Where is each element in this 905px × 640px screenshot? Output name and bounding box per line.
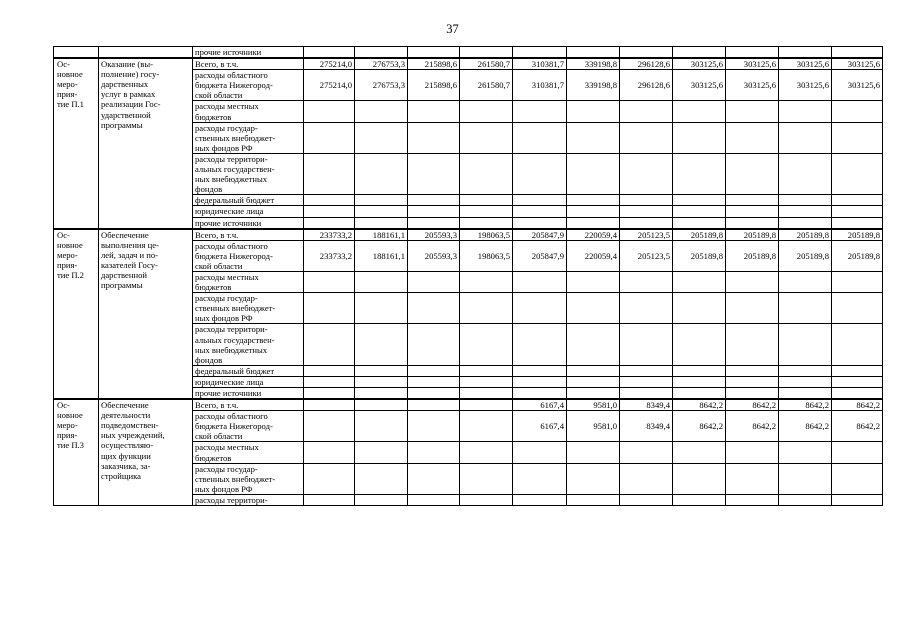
value-cell [726, 47, 779, 59]
value-cell [460, 399, 513, 411]
value-cell [513, 442, 567, 463]
value-cell [355, 153, 408, 194]
value-cell [513, 206, 567, 217]
value-cell [304, 122, 355, 153]
value-cell [408, 399, 460, 411]
value-cell [779, 463, 832, 494]
value-cell: 220059,4 [567, 229, 620, 241]
value-cell: 9581,0 [567, 399, 620, 411]
value-cell [355, 293, 408, 324]
value-cell [460, 365, 513, 376]
value-cell: 8349,4 [620, 399, 673, 411]
value-cell [832, 388, 883, 400]
value-cell [673, 388, 726, 400]
value-cell: 205593,3 [408, 240, 460, 271]
value-cell: 296128,6 [620, 58, 673, 70]
value-cell [304, 324, 355, 365]
value-cell: 215898,6 [408, 70, 460, 101]
value-cell [620, 206, 673, 217]
value-cell: 8642,2 [832, 399, 883, 411]
value-cell [460, 271, 513, 292]
value-cell [620, 217, 673, 229]
value-cell [779, 217, 832, 229]
value-cell [355, 122, 408, 153]
value-cell [460, 494, 513, 505]
value-cell [567, 442, 620, 463]
value-cell: 303125,6 [726, 58, 779, 70]
value-cell [832, 376, 883, 387]
value-cell: 303125,6 [779, 70, 832, 101]
value-cell: 303125,6 [673, 70, 726, 101]
value-cell: 205123,5 [620, 229, 673, 241]
description-cell: Обеспечение деятельности подведомствен- ных учреждений, осуществляю- щих функции заказчика, за- стройщика [99, 399, 193, 505]
value-cell: 339198,8 [567, 58, 620, 70]
value-cell: 310381,7 [513, 70, 567, 101]
value-cell [567, 463, 620, 494]
event-cell: Ос- новное меро- прия- тие П.3 [54, 399, 99, 505]
value-cell [832, 101, 883, 122]
value-cell [673, 365, 726, 376]
value-cell [726, 195, 779, 206]
value-cell: 205189,8 [832, 229, 883, 241]
value-cell [567, 101, 620, 122]
value-cell [673, 206, 726, 217]
value-cell [304, 217, 355, 229]
value-cell [304, 388, 355, 400]
value-cell: 275214,0 [304, 58, 355, 70]
page-number: 37 [446, 22, 459, 36]
value-cell: 303125,6 [779, 58, 832, 70]
value-cell [355, 271, 408, 292]
value-cell [673, 494, 726, 505]
value-cell [832, 271, 883, 292]
value-cell [408, 206, 460, 217]
value-cell: 198063,5 [460, 240, 513, 271]
category-cell: расходы территори- альных государствен- ных внебюджетных фондов [193, 324, 304, 365]
value-cell [673, 271, 726, 292]
value-cell [567, 388, 620, 400]
value-cell: 215898,6 [408, 58, 460, 70]
value-cell [567, 206, 620, 217]
table-row [54, 229, 883, 241]
category-cell: расходы государ- ственных внебюджет- ных фондов РФ [193, 463, 304, 494]
value-cell [304, 376, 355, 387]
value-cell [673, 293, 726, 324]
value-cell [620, 376, 673, 387]
value-cell [726, 153, 779, 194]
value-cell [779, 365, 832, 376]
value-cell [355, 324, 408, 365]
category-cell: прочие источники [193, 47, 304, 59]
value-cell [513, 365, 567, 376]
value-cell [304, 442, 355, 463]
value-cell [460, 388, 513, 400]
value-cell: 276753,3 [355, 58, 408, 70]
value-cell [304, 153, 355, 194]
value-cell [408, 101, 460, 122]
value-cell [513, 153, 567, 194]
category-cell: расходы местных бюджетов [193, 442, 304, 463]
category-cell: федеральный бюджет [193, 365, 304, 376]
value-cell: 8642,2 [779, 399, 832, 411]
value-cell [673, 153, 726, 194]
value-cell [620, 271, 673, 292]
value-cell: 205123,5 [620, 240, 673, 271]
category-cell: прочие источники [193, 388, 304, 400]
value-cell [513, 324, 567, 365]
value-cell [726, 494, 779, 505]
value-cell [408, 463, 460, 494]
value-cell [832, 195, 883, 206]
value-cell [408, 195, 460, 206]
value-cell: 8349,4 [620, 411, 673, 442]
value-cell [460, 463, 513, 494]
value-cell [408, 365, 460, 376]
value-cell [460, 324, 513, 365]
category-cell: прочие источники [193, 217, 304, 229]
value-cell [832, 442, 883, 463]
value-cell [408, 122, 460, 153]
value-cell: 233733,2 [304, 229, 355, 241]
value-cell [355, 442, 408, 463]
value-cell [779, 376, 832, 387]
value-cell [408, 217, 460, 229]
value-cell [726, 324, 779, 365]
value-cell: 275214,0 [304, 70, 355, 101]
value-cell [408, 388, 460, 400]
value-cell [355, 217, 408, 229]
value-cell [832, 122, 883, 153]
value-cell [673, 324, 726, 365]
value-cell [832, 293, 883, 324]
value-cell [460, 293, 513, 324]
budget-table-body [54, 47, 883, 506]
value-cell [726, 365, 779, 376]
value-cell [779, 153, 832, 194]
value-cell: 261580,7 [460, 58, 513, 70]
value-cell: 8642,2 [673, 399, 726, 411]
value-cell: 303125,6 [726, 70, 779, 101]
table-row [54, 399, 883, 411]
value-cell [304, 463, 355, 494]
value-cell [620, 293, 673, 324]
value-cell [620, 388, 673, 400]
value-cell [304, 494, 355, 505]
value-cell [513, 195, 567, 206]
category-cell: юридические лица [193, 206, 304, 217]
value-cell [355, 399, 408, 411]
value-cell: 303125,6 [832, 58, 883, 70]
value-cell [304, 47, 355, 59]
value-cell [620, 442, 673, 463]
value-cell [304, 195, 355, 206]
value-cell [355, 365, 408, 376]
value-cell [726, 101, 779, 122]
value-cell [726, 388, 779, 400]
value-cell [567, 324, 620, 365]
value-cell [779, 442, 832, 463]
value-cell [673, 47, 726, 59]
value-cell [355, 47, 408, 59]
value-cell [620, 494, 673, 505]
value-cell [304, 365, 355, 376]
value-cell [673, 217, 726, 229]
value-cell [355, 206, 408, 217]
value-cell: 205189,8 [779, 240, 832, 271]
value-cell: 303125,6 [673, 58, 726, 70]
value-cell [620, 463, 673, 494]
value-cell [513, 376, 567, 387]
category-cell: расходы областного бюджета Нижегород- ской области [193, 411, 304, 442]
value-cell [620, 153, 673, 194]
value-cell [460, 376, 513, 387]
value-cell [726, 463, 779, 494]
category-cell: расходы государ- ственных внебюджет- ных фондов РФ [193, 122, 304, 153]
value-cell [567, 365, 620, 376]
value-cell [304, 101, 355, 122]
value-cell [513, 217, 567, 229]
value-cell [304, 411, 355, 442]
value-cell [567, 153, 620, 194]
value-cell: 276753,3 [355, 70, 408, 101]
value-cell: 205189,8 [726, 240, 779, 271]
value-cell [779, 195, 832, 206]
value-cell [726, 122, 779, 153]
value-cell [620, 195, 673, 206]
value-cell [408, 271, 460, 292]
value-cell [567, 122, 620, 153]
value-cell [673, 195, 726, 206]
value-cell [513, 122, 567, 153]
value-cell [408, 442, 460, 463]
value-cell [355, 101, 408, 122]
value-cell [304, 206, 355, 217]
value-cell [567, 271, 620, 292]
value-cell [567, 47, 620, 59]
value-cell: 296128,6 [620, 70, 673, 101]
value-cell [779, 101, 832, 122]
description-cell [99, 47, 193, 59]
value-cell [513, 494, 567, 505]
value-cell: 261580,7 [460, 70, 513, 101]
value-cell [620, 47, 673, 59]
value-cell [408, 376, 460, 387]
value-cell [513, 47, 567, 59]
category-cell: Всего, в т.ч. [193, 58, 304, 70]
value-cell [355, 411, 408, 442]
description-cell: Обеспечение выполнения це- лей, задач и по- казателей Госу- дарственной программы [99, 229, 193, 400]
value-cell [408, 153, 460, 194]
value-cell: 188161,1 [355, 229, 408, 241]
value-cell [673, 122, 726, 153]
value-cell: 8642,2 [726, 411, 779, 442]
value-cell: 233733,2 [304, 240, 355, 271]
value-cell [726, 376, 779, 387]
value-cell [460, 47, 513, 59]
value-cell [726, 293, 779, 324]
value-cell: 205189,8 [726, 229, 779, 241]
value-cell [832, 463, 883, 494]
value-cell [567, 494, 620, 505]
value-cell [832, 494, 883, 505]
category-cell: юридические лица [193, 376, 304, 387]
event-cell: Ос- новное меро- прия- тие П.2 [54, 229, 99, 400]
value-cell [779, 47, 832, 59]
value-cell [355, 388, 408, 400]
category-cell: Всего, в т.ч. [193, 229, 304, 241]
value-cell: 303125,6 [832, 70, 883, 101]
value-cell: 9581,0 [567, 411, 620, 442]
table-row [54, 47, 883, 59]
value-cell: 205189,8 [779, 229, 832, 241]
value-cell [408, 47, 460, 59]
value-cell [673, 442, 726, 463]
value-cell: 205847,9 [513, 240, 567, 271]
value-cell [304, 271, 355, 292]
value-cell: 8642,2 [726, 399, 779, 411]
value-cell: 6167,4 [513, 411, 567, 442]
table-row [54, 58, 883, 70]
category-cell: федеральный бюджет [193, 195, 304, 206]
value-cell [779, 293, 832, 324]
value-cell [567, 376, 620, 387]
value-cell [779, 388, 832, 400]
value-cell [779, 271, 832, 292]
value-cell [620, 324, 673, 365]
value-cell [779, 122, 832, 153]
event-cell [54, 47, 99, 59]
value-cell: 205189,8 [673, 229, 726, 241]
value-cell [673, 463, 726, 494]
value-cell [408, 411, 460, 442]
value-cell [355, 195, 408, 206]
value-cell [355, 376, 408, 387]
value-cell [832, 324, 883, 365]
value-cell [460, 153, 513, 194]
value-cell [832, 47, 883, 59]
value-cell [304, 293, 355, 324]
description-cell: Оказание (вы- полнение) госу- дарственных услуг в рамках реализации Гос- ударственной программы [99, 58, 193, 229]
category-cell: расходы государ- ственных внебюджет- ных фондов РФ [193, 293, 304, 324]
event-cell: Ос- новное меро- прия- тие П.1 [54, 58, 99, 229]
value-cell [513, 388, 567, 400]
value-cell: 8642,2 [832, 411, 883, 442]
value-cell [460, 217, 513, 229]
value-cell [620, 365, 673, 376]
value-cell: 205189,8 [832, 240, 883, 271]
value-cell [460, 411, 513, 442]
value-cell [460, 195, 513, 206]
budget-table [53, 46, 883, 506]
value-cell: 205593,3 [408, 229, 460, 241]
value-cell [460, 206, 513, 217]
value-cell: 220059,4 [567, 240, 620, 271]
value-cell [620, 101, 673, 122]
value-cell: 198063,5 [460, 229, 513, 241]
value-cell [726, 217, 779, 229]
category-cell: расходы местных бюджетов [193, 101, 304, 122]
value-cell [355, 494, 408, 505]
value-cell [567, 195, 620, 206]
category-cell: расходы областного бюджета Нижегород- ской области [193, 70, 304, 101]
value-cell [408, 293, 460, 324]
value-cell [513, 293, 567, 324]
value-cell: 6167,4 [513, 399, 567, 411]
value-cell [726, 442, 779, 463]
value-cell [832, 153, 883, 194]
value-cell [408, 324, 460, 365]
value-cell [673, 376, 726, 387]
value-cell [460, 122, 513, 153]
value-cell [513, 271, 567, 292]
value-cell [513, 101, 567, 122]
value-cell [832, 217, 883, 229]
value-cell: 205189,8 [673, 240, 726, 271]
value-cell [832, 365, 883, 376]
value-cell [408, 494, 460, 505]
category-cell: расходы областного бюджета Нижегород- ской области [193, 240, 304, 271]
value-cell [460, 101, 513, 122]
value-cell [513, 463, 567, 494]
value-cell [779, 324, 832, 365]
value-cell [673, 101, 726, 122]
value-cell [567, 293, 620, 324]
value-cell [726, 206, 779, 217]
value-cell [304, 399, 355, 411]
category-cell: расходы местных бюджетов [193, 271, 304, 292]
value-cell: 339198,8 [567, 70, 620, 101]
category-cell: Всего, в т.ч. [193, 399, 304, 411]
value-cell [779, 494, 832, 505]
value-cell: 188161,1 [355, 240, 408, 271]
value-cell: 8642,2 [673, 411, 726, 442]
value-cell [620, 122, 673, 153]
category-cell: расходы территори- альных государствен- ных внебюджетных фондов [193, 153, 304, 194]
value-cell: 8642,2 [779, 411, 832, 442]
value-cell [567, 217, 620, 229]
category-cell: расходы территори- [193, 494, 304, 505]
value-cell: 310381,7 [513, 58, 567, 70]
value-cell [460, 442, 513, 463]
value-cell [779, 206, 832, 217]
value-cell [726, 271, 779, 292]
value-cell [355, 463, 408, 494]
value-cell [832, 206, 883, 217]
value-cell: 205847,9 [513, 229, 567, 241]
